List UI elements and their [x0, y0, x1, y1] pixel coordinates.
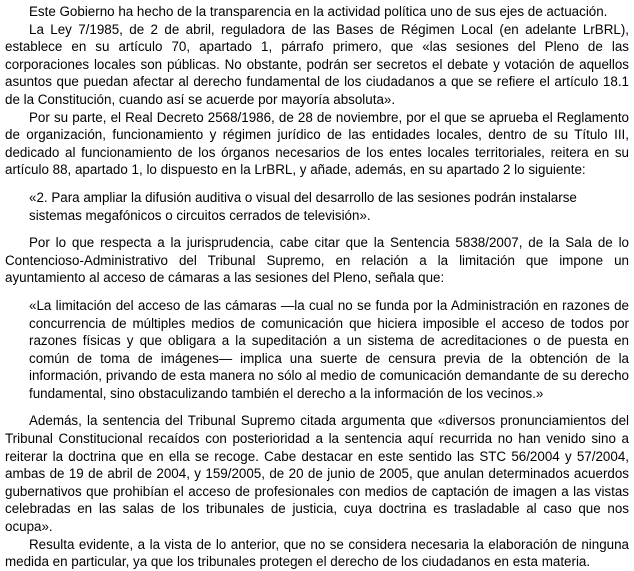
paragraph-ley-7-1985: La Ley 7/1985, de 2 de abril, reguladora de las Bases de Régimen Local (en adelante LrBRL), establece en su artículo 70, apartado 1, párrafo primero, que «las sesiones del Pleno de las corporaciones locales son públicas. No obstante, podrán ser secretos el debate y votación de aquellos asuntos que puedan afectar al derecho fundamental de los ciudadanos a que se refiere el artículo 18.1 de la Constitución, cuando así se acuerde por mayoría absoluta».	[5, 21, 629, 107]
paragraph-intro: Este Gobierno ha hecho de la transparencia en la actividad política uno de sus ejes de actuación.	[29, 4, 608, 19]
paragraph-real-decreto: Por su parte, el Real Decreto 2568/1986, de 28 de noviembre, por el que se aprueba el Reglamento de organización, funcionamiento y régimen jurídico de las entidades locales, dentro de su Título III, dedicado al funcionamiento de los órganos necesarios de los entes locales territoriales, reitera en su artículo 88, apartado 1, lo dispuesto en la LrBRL, y añade, además, en su apartado 2 lo siguiente:	[5, 109, 629, 178]
quote-article-88: «2. Para ampliar la difusión auditiva o visual del desarrollo de las sesiones podrán instalarse sistemas megafónicos o circuitos cerrados de televisión».	[29, 189, 577, 223]
quote-sentencia: «La limitación del acceso de las cámaras —la cual no se funda por la Administración en razones de concurrencia de múltiples medios de comunicación que hiciera imposible el acceso de todos por razones físicas y que obligara a la supeditación a un sistema de acreditaciones o de puesta en común de toma de imágenes— implica una suerte de censura previa de la obtención de la información, privando de esta manera no sólo al medio de comunicación demandante de su derecho fundamental, sino obstaculizando también el derecho a la información de los vecinos.»	[29, 297, 629, 401]
paragraph-conclusion: Resulta evidente, a la vista de lo anterior, que no se considera necesaria la elaboración de ninguna medida en particular, ya que los tribunales protegen el derecho de los ciudadanos en esta materia.	[5, 536, 629, 570]
paragraph-jurisprudencia: Por lo que respecta a la jurisprudencia, cabe citar que la Sentencia 5838/2007, de la Sala de lo Contencioso-Administrativo del Tribunal Supremo, en relación a la limitación que impone un ayuntamiento al acceso de cámaras a las sesiones del Pleno, señala que:	[5, 235, 629, 286]
paragraph-tribunal-supremo: Además, la sentencia del Tribunal Supremo citada argumenta que «diversos pronunciamientos del Tribunal Constitucional recaídos con posterioridad a la sentencia aquí recurrida no han venido sino a reiterar la doctrina que en ella se recoge. Cabe destacar en este sentido las STC 56/2004 y 57/2004, ambas de 19 de abril de 2004, y 159/2005, de 20 de junio de 2005, que anulan determinados acuerdos gubernativos que prohibían el acceso de profesionales con medios de captación de imagen a las vistas celebradas en las salas de los tribunales de justicia, cuya doctrina es trasladable al caso que nos ocupa».	[5, 413, 629, 535]
